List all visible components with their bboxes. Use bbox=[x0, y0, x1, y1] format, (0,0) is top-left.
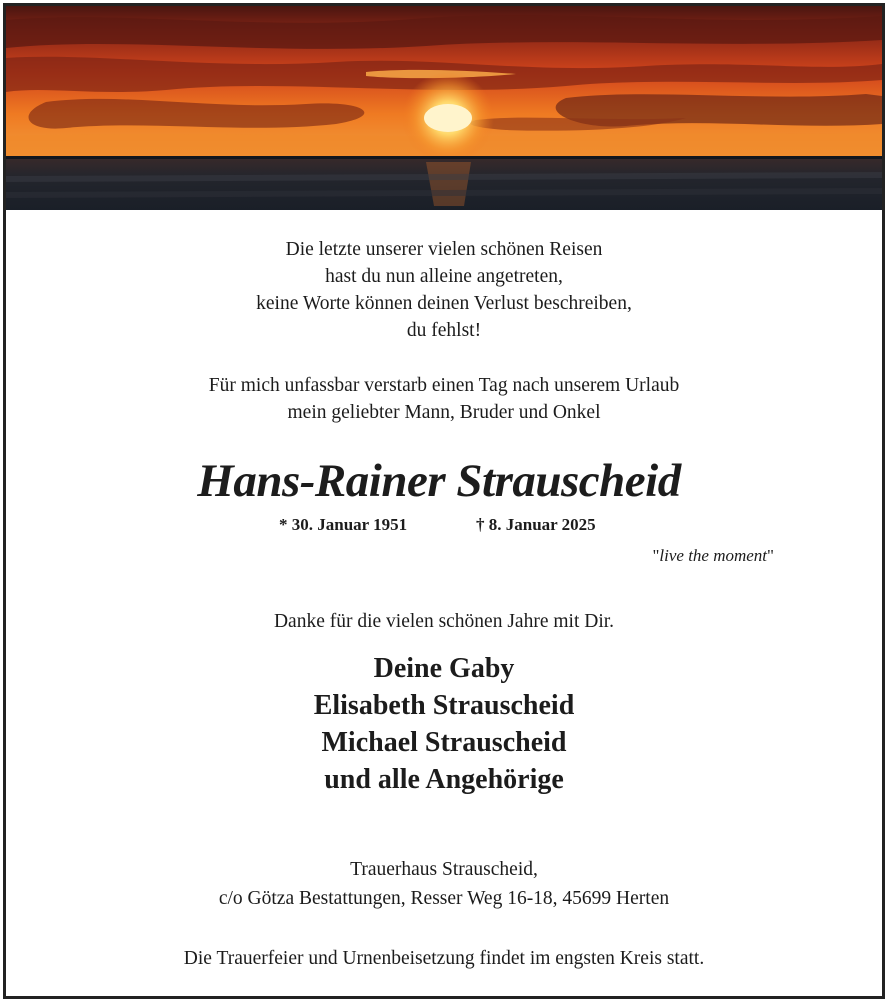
signer-name: und alle Angehörige bbox=[324, 764, 564, 795]
address-line: Trauerhaus Strauscheid, bbox=[350, 859, 538, 880]
signers bbox=[6, 650, 882, 798]
signer-name: Elisabeth Strauscheid bbox=[313, 690, 575, 721]
motto-open-quote: " bbox=[652, 546, 660, 565]
announcement-line: Für mich unfassbar verstarb einen Tag nach unserem Urlaub bbox=[208, 375, 680, 396]
death-date: † 8. Januar 2025 bbox=[476, 515, 596, 534]
birth-date: * 30. Januar 1951 bbox=[279, 515, 408, 534]
sunset-over-sea-image bbox=[6, 6, 882, 210]
obituary-card bbox=[3, 3, 885, 999]
poem-line: Die letzte unserer vielen schönen Reisen bbox=[285, 239, 603, 260]
motto-close-quote: " bbox=[767, 546, 774, 565]
poem-line: du fehlst! bbox=[406, 320, 482, 341]
thanks-line: Danke für die vielen schönen Jahre mit Dir. bbox=[273, 611, 615, 632]
announcement-line: mein geliebter Mann, Bruder und Onkel bbox=[287, 402, 601, 423]
address-line: c/o Götza Bestattungen, Resser Weg 16-18, 45699 Herten bbox=[218, 888, 670, 909]
poem-line: keine Worte können deinen Verlust beschreiben, bbox=[256, 293, 632, 314]
motto bbox=[652, 546, 774, 566]
signer-name: Deine Gaby bbox=[373, 653, 515, 684]
poem bbox=[6, 236, 882, 344]
poem-line: hast du nun alleine angetreten, bbox=[325, 266, 563, 287]
deceased-name: Hans-Rainer Strauscheid bbox=[197, 455, 681, 507]
motto-text: live the moment bbox=[659, 546, 768, 565]
announcement bbox=[6, 372, 882, 426]
funeral-notice: Die Trauerfeier und Urnenbeisetzung findet im engsten Kreis statt. bbox=[183, 948, 705, 969]
signer-name: Michael Strauscheid bbox=[321, 727, 567, 758]
mourning-address bbox=[6, 855, 882, 913]
